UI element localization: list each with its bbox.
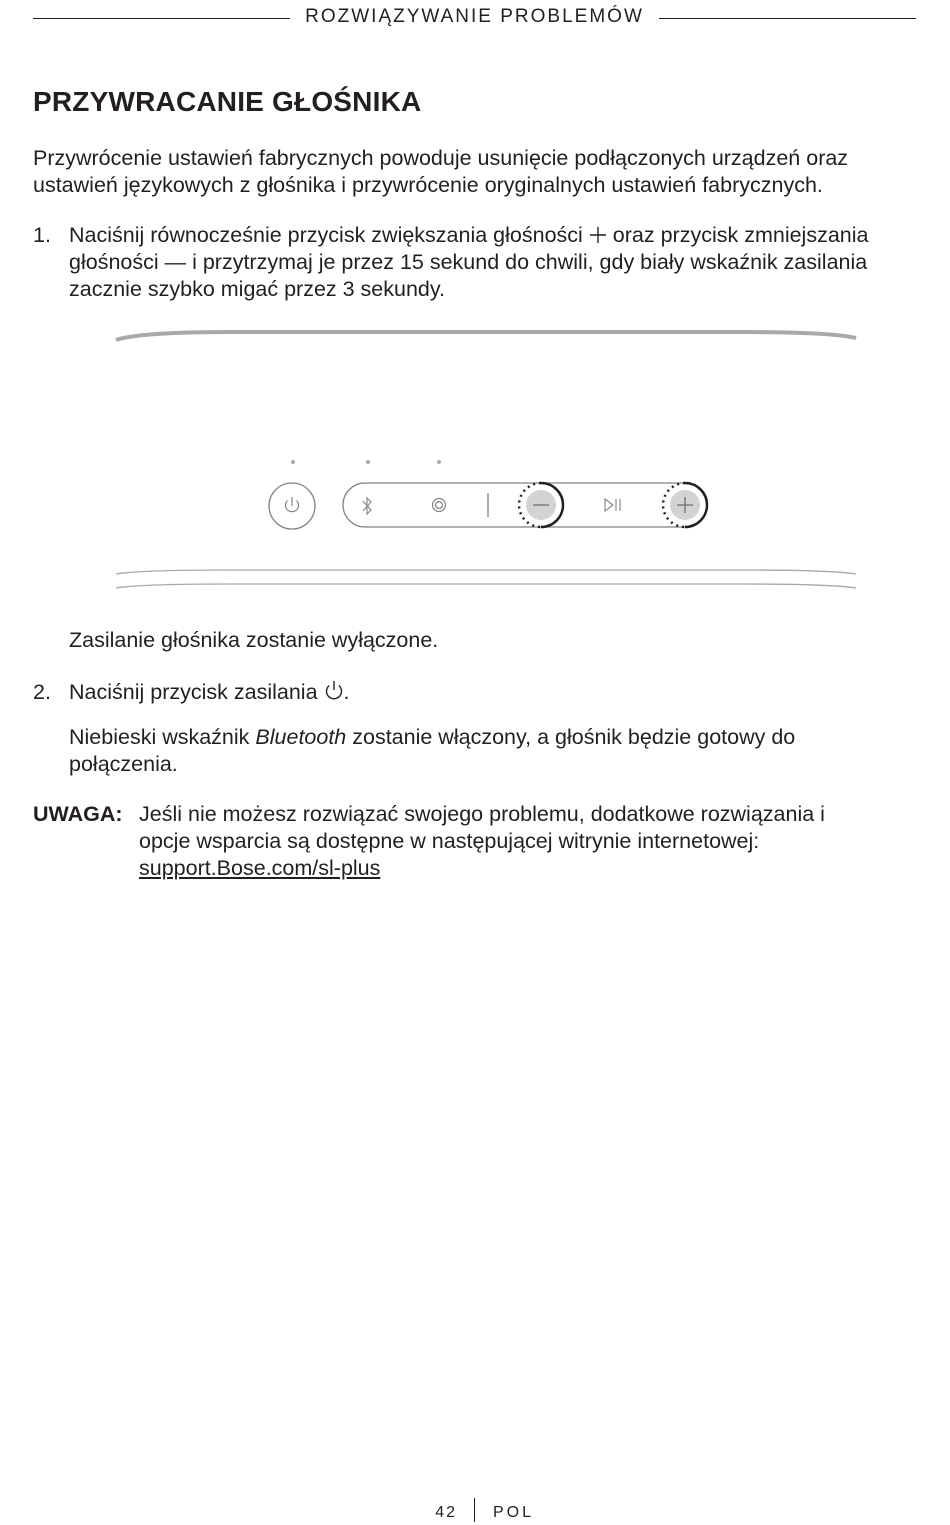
plus-icon <box>589 226 607 244</box>
step-1-text-b: oraz przycisk zmniejszania głośności — i przytrzymaj je przez 15 sekund do chwili, gdy biały wskaźnik zasilania zacznie szybko migać przez 3 sekundy. <box>69 223 869 301</box>
step-2-number: 2. <box>33 680 51 704</box>
language-code: POL <box>493 1504 535 1521</box>
step-1-result: Zasilanie głośnika zostanie wyłączone. <box>69 628 439 652</box>
page-heading: PRZYWRACANIE GŁOŚNIKA <box>33 86 422 117</box>
step-2-text-end: . <box>343 680 350 704</box>
intro-paragraph: Przywrócenie ustawień fabrycznych powoduje usunięcie podłączonych urządzeń oraz ustawień językowych z głośnika i przywrócenie oryginalnych ustawień fabrycznych. <box>33 146 849 197</box>
section-header <box>33 6 916 32</box>
note-text <box>139 801 879 882</box>
page-number: 42 <box>435 1504 457 1521</box>
header-rule-right <box>659 18 916 19</box>
step-1-number: 1. <box>33 223 51 247</box>
note-body: Jeśli nie możesz rozwiązać swojego problemu, dodatkowe rozwiązania i opcje wsparcia są dostępne w następującej witrynie internetowej: <box>139 802 825 853</box>
header-rule-left <box>33 18 290 19</box>
bluetooth-term: Bluetooth <box>255 725 347 749</box>
step-2-result <box>69 724 889 778</box>
speaker-button-illustration <box>110 326 862 594</box>
step-1-text-a: Naciśnij równocześnie przycisk zwiększania głośności <box>69 223 583 247</box>
footer-separator <box>474 1498 475 1522</box>
step-2-text <box>69 679 889 706</box>
step-2-result-b: zostanie włączony, a głośnik będzie gotowy do połączenia. <box>69 725 796 776</box>
step-2-text-main: Naciśnij przycisk zasilania <box>69 680 318 704</box>
support-link[interactable]: support.Bose.com/sl-plus <box>139 856 381 880</box>
step-1-text <box>69 222 889 303</box>
power-icon <box>324 679 344 701</box>
section-title: ROZWIĄZYWANIE PROBLEMÓW <box>305 6 644 27</box>
page-footer <box>0 1498 950 1524</box>
note-label: UWAGA: <box>33 802 123 826</box>
step-2-result-a: Niebieski wskaźnik <box>69 725 250 749</box>
